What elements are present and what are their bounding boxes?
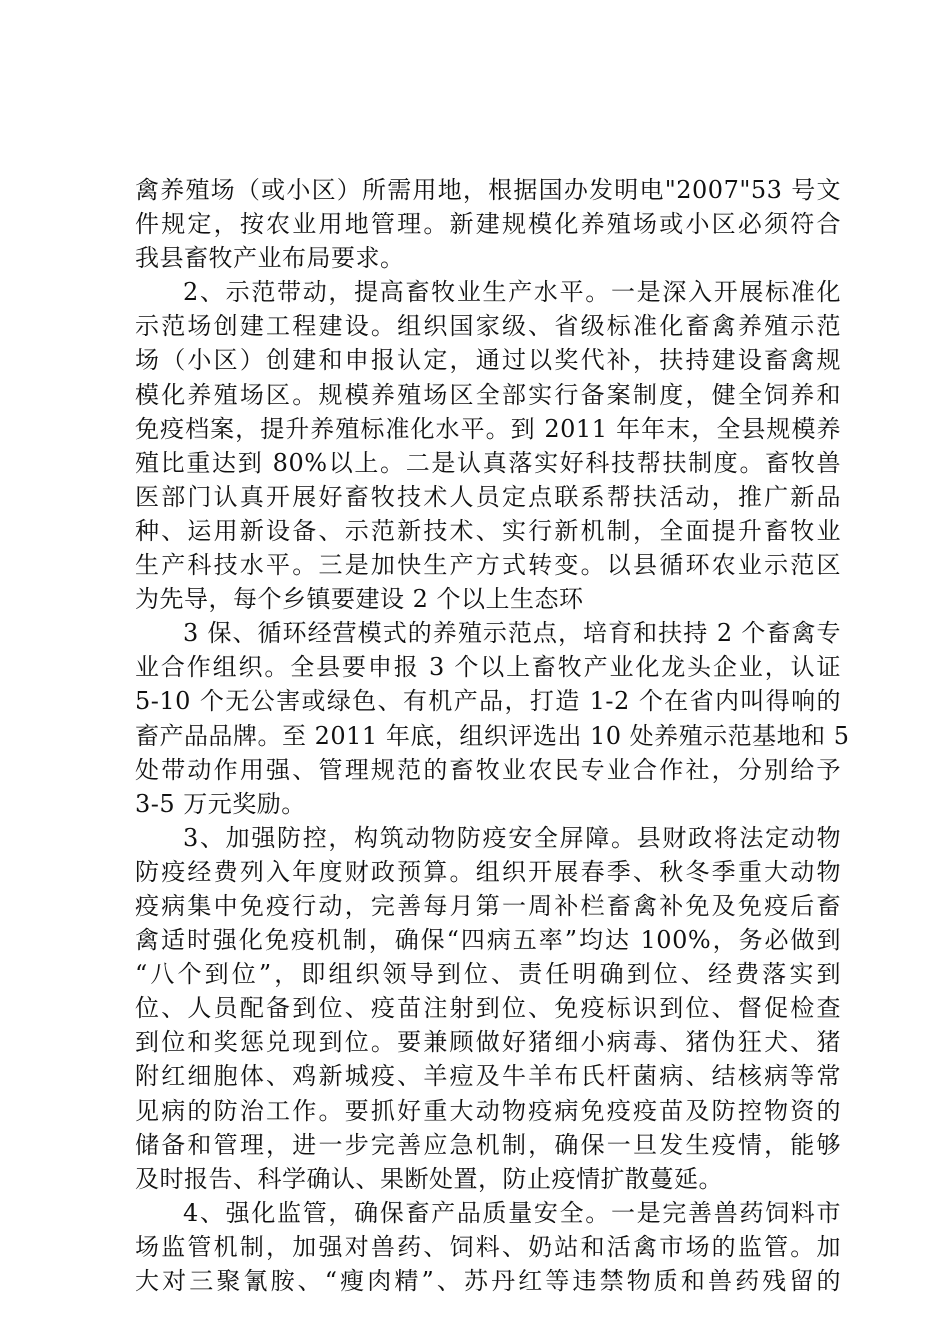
text-line: 模化养殖场区。规模养殖场区全部实行备案制度，健全饲养和 — [135, 380, 841, 409]
text-line: 殖比重达到 80%以上。二是认真落实好科技帮扶制度。畜牧兽 — [135, 448, 841, 477]
document-body — [135, 173, 850, 1298]
text-line: 储备和管理，进一步完善应急机制，确保一旦发生疫情，能够 — [135, 1130, 841, 1159]
text-line: “八个到位”，即组织领导到位、责任明确到位、经费落实到 — [135, 960, 841, 989]
text-line: 3-5 万元奖励。 — [135, 789, 306, 818]
text-line: 4、强化监管，确保畜产品质量安全。一是完善兽药饲料市 — [183, 1198, 841, 1227]
text-line: 场（小区）创建和申报认定，通过以奖代补，扶持建设畜禽规 — [135, 346, 841, 375]
text-line: 到位和奖惩兑现到位。要兼顾做好猪细小病毒、猪伪狂犬、猪 — [135, 1028, 841, 1057]
text-line: 我县畜牧产业布局要求。 — [135, 244, 405, 273]
text-line: 生产科技水平。三是加快生产方式转变。以县循环农业示范区 — [135, 551, 841, 580]
text-line: 防疫经费列入年度财政预算。组织开展春季、秋冬季重大动物 — [135, 857, 841, 886]
text-line: 业合作组织。全县要申报 3 个以上畜牧产业化龙头企业，认证 — [135, 653, 841, 682]
text-line: 及时报告、科学确认、果断处置，防止疫情扩散蔓延。 — [135, 1164, 723, 1193]
text-line: 大对三聚氰胺、“瘦肉精”、苏丹红等违禁物质和兽药残留的 — [135, 1267, 841, 1295]
text-line: 疫病集中免疫行动，完善每月第一周补栏畜禽补免及免疫后畜 — [135, 891, 841, 920]
text-line: 2、示范带动，提高畜牧业生产水平。一是深入开展标准化 — [183, 278, 841, 307]
text-line: 见病的防治工作。要抓好重大动物疫病免疫疫苗及防控物资的 — [135, 1096, 841, 1125]
text-line: 3 保、循环经营模式的养殖示范点，培育和扶持 2 个畜禽专 — [183, 619, 841, 648]
text-line: 3、加强防控，构筑动物防疫安全屏障。县财政将法定动物 — [183, 823, 841, 852]
text-line: 医部门认真开展好畜牧技术人员定点联系帮扶活动，推广新品 — [135, 482, 841, 511]
text-line: 禽适时强化免疫机制，确保“四病五率”均达 100%，务必做到 — [135, 926, 841, 955]
text-line: 免疫档案，提升养殖标准化水平。到 2011 年年末，全县规模养 — [135, 414, 841, 443]
text-line: 处带动作用强、管理规范的畜牧业农民专业合作社，分别给予 — [135, 755, 841, 784]
text-line: 为先导，每个乡镇要建设 2 个以上生态环 — [135, 585, 584, 614]
text-line: 位、人员配备到位、疫苗注射到位、免疫标识到位、督促检查 — [135, 994, 841, 1023]
text-line: 件规定，按农业用地管理。新建规模化养殖场或小区必须符合 — [135, 210, 841, 239]
text-line: 场监管机制，加强对兽药、饲料、奶站和活禽市场的监管。加 — [135, 1232, 841, 1261]
text-line: 种、运用新设备、示范新技术、实行新机制，全面提升畜牧业 — [135, 516, 841, 545]
text-line: 5-10 个无公害或绿色、有机产品，打造 1-2 个在省内叫得响的 — [135, 687, 841, 716]
text-line: 畜产品品牌。至 2011 年底，组织评选出 10 处养殖示范基地和 5 — [135, 721, 850, 750]
text-line: 附红细胞体、鸡新城疫、羊痘及牛羊布氏杆菌病、结核病等常 — [135, 1062, 841, 1091]
text-line: 示范场创建工程建设。组织国家级、省级标准化畜禽养殖示范 — [135, 312, 841, 341]
text-line: 禽养殖场（或小区）所需用地，根据国办发明电"2007"53 号文 — [135, 176, 841, 204]
